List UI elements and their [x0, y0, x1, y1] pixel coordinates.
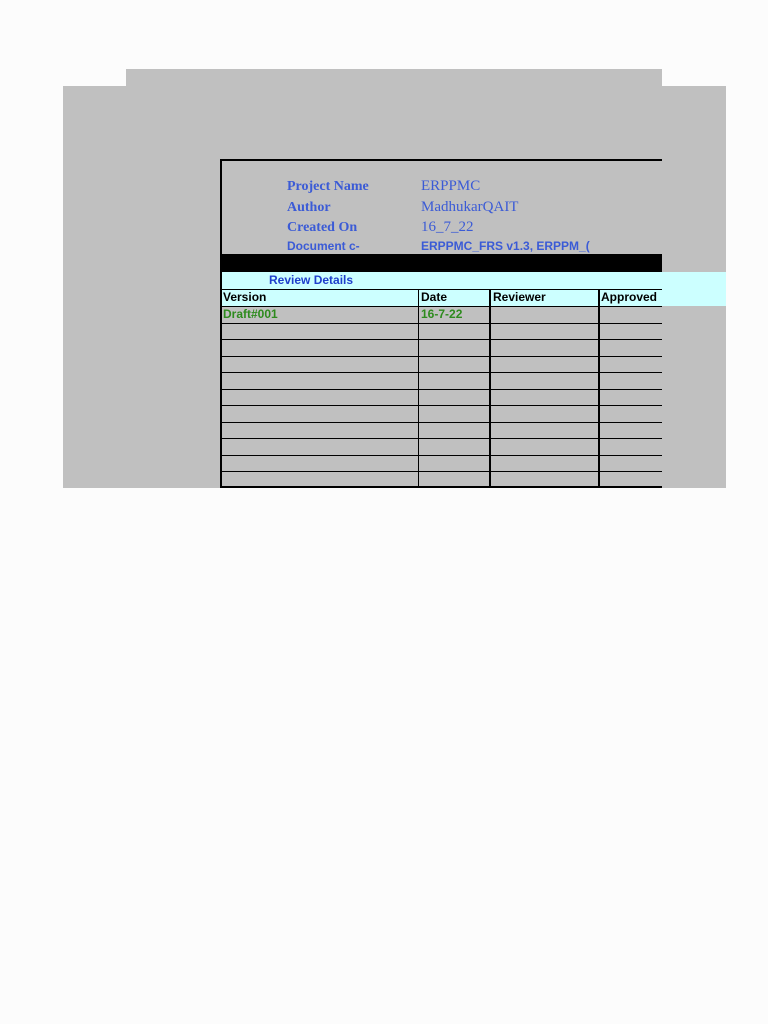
- version-cell: Draft#001: [223, 307, 278, 321]
- author-label: Author: [287, 200, 331, 215]
- section-divider: [222, 254, 662, 272]
- author-value: MadhukarQAIT: [421, 199, 519, 215]
- document-code-value: ERPPMC_FRS v1.3, ERPPM_(: [421, 239, 590, 253]
- document-code-label: Document c-: [287, 239, 360, 253]
- review-details-title: Review Details: [269, 273, 354, 287]
- column-header-approved: Approved: [601, 290, 658, 304]
- project-name-label: Project Name: [287, 179, 369, 194]
- column-header-date: Date: [421, 290, 448, 304]
- created-on-label: Created On: [287, 220, 358, 235]
- column-header-reviewer: Reviewer: [493, 290, 546, 304]
- gray-background-top: [126, 69, 662, 87]
- created-on-value: 16_7_22: [421, 219, 474, 235]
- column-header-version: Version: [223, 290, 267, 304]
- project-name-value: ERPPMC: [421, 178, 481, 194]
- date-cell: 16-7-22: [421, 307, 463, 321]
